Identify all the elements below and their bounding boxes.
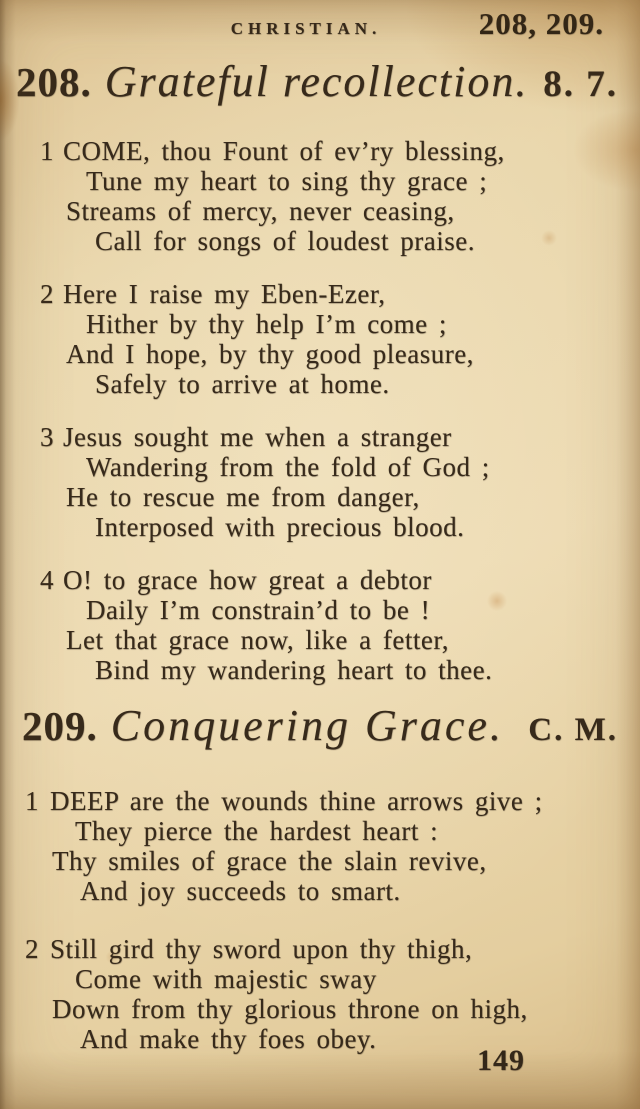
verse: [25, 934, 636, 1054]
verse-line-text: O! to grace how great a debtor: [63, 565, 432, 595]
verse-line: Tune my heart to sing thy grace ;: [86, 166, 488, 196]
verse-line: Hither by thy help I’m come ;: [86, 309, 447, 339]
verse-line: [40, 422, 632, 452]
verse: [25, 786, 636, 906]
hymn-number: 208.: [16, 59, 92, 105]
verse: [40, 279, 632, 399]
verse-line: They pierce the hardest heart :: [75, 816, 439, 846]
running-header-section: CHRISTIAN.: [230, 19, 382, 38]
verse-number: 3: [40, 422, 54, 452]
verse-line: [40, 279, 632, 309]
verse-line-text: COME, thou Fount of ev’ry blessing,: [63, 136, 505, 166]
verse-line: Daily I’m constrain’d to be !: [86, 595, 431, 625]
verse-line: Safely to arrive at home.: [95, 369, 390, 399]
verse-line: Down from thy glorious throne on high,: [52, 994, 528, 1024]
verse-line-text: Still gird thy sword upon thy thigh,: [50, 934, 473, 964]
verse-line: Call for songs of loudest praise.: [95, 226, 475, 256]
hymn-number: 209.: [22, 703, 98, 749]
verse-line: [40, 565, 632, 595]
verse-line: He to rescue me from danger,: [66, 482, 420, 512]
verse: [40, 422, 632, 542]
verse-line: Come with majestic sway: [75, 964, 377, 994]
verse: [40, 136, 632, 256]
verse-line: [25, 786, 636, 816]
verse-number: 4: [40, 565, 54, 595]
hymn-209-heading: [22, 700, 618, 751]
hymn-209-verses: [25, 786, 636, 1082]
hymn-title: Conquering Grace.: [110, 701, 504, 750]
hymn-208-heading: [16, 56, 618, 107]
running-header-hymn-numbers: 208, 209.: [478, 6, 604, 41]
verse-line-text: Jesus sought me when a stranger: [63, 422, 452, 452]
verse-number: 2: [40, 279, 54, 309]
verse-line: [25, 934, 636, 964]
verse-line: Thy smiles of grace the slain revive,: [52, 846, 487, 876]
hymn-title: Grateful recollection.: [104, 57, 529, 106]
verse-line: Wandering from the fold of God ;: [86, 452, 490, 482]
page-number: 149: [477, 1044, 525, 1077]
hymn-meter: C. M.: [528, 712, 618, 748]
verse-line-text: Here I raise my Eben-Ezer,: [63, 279, 386, 309]
verse-number: 2: [25, 934, 39, 964]
verse: [40, 565, 632, 685]
hymn-meter: 8. 7.: [543, 64, 618, 105]
verse-line-text: DEEP are the wounds thine arrows give ;: [50, 786, 543, 816]
verse-line: And joy succeeds to smart.: [80, 876, 401, 906]
verse-line: Streams of mercy, never ceasing,: [66, 196, 455, 226]
verse-line: [40, 136, 632, 166]
verse-number: 1: [25, 786, 39, 816]
verse-line: Interposed with precious blood.: [95, 512, 465, 542]
verse-line: And make thy foes obey.: [80, 1024, 377, 1054]
verse-line: Let that grace now, like a fetter,: [66, 625, 449, 655]
verse-line: Bind my wandering heart to thee.: [95, 655, 493, 685]
verse-number: 1: [40, 136, 54, 166]
verse-line: And I hope, by thy good pleasure,: [66, 339, 474, 369]
hymn-208-verses: [40, 136, 632, 708]
